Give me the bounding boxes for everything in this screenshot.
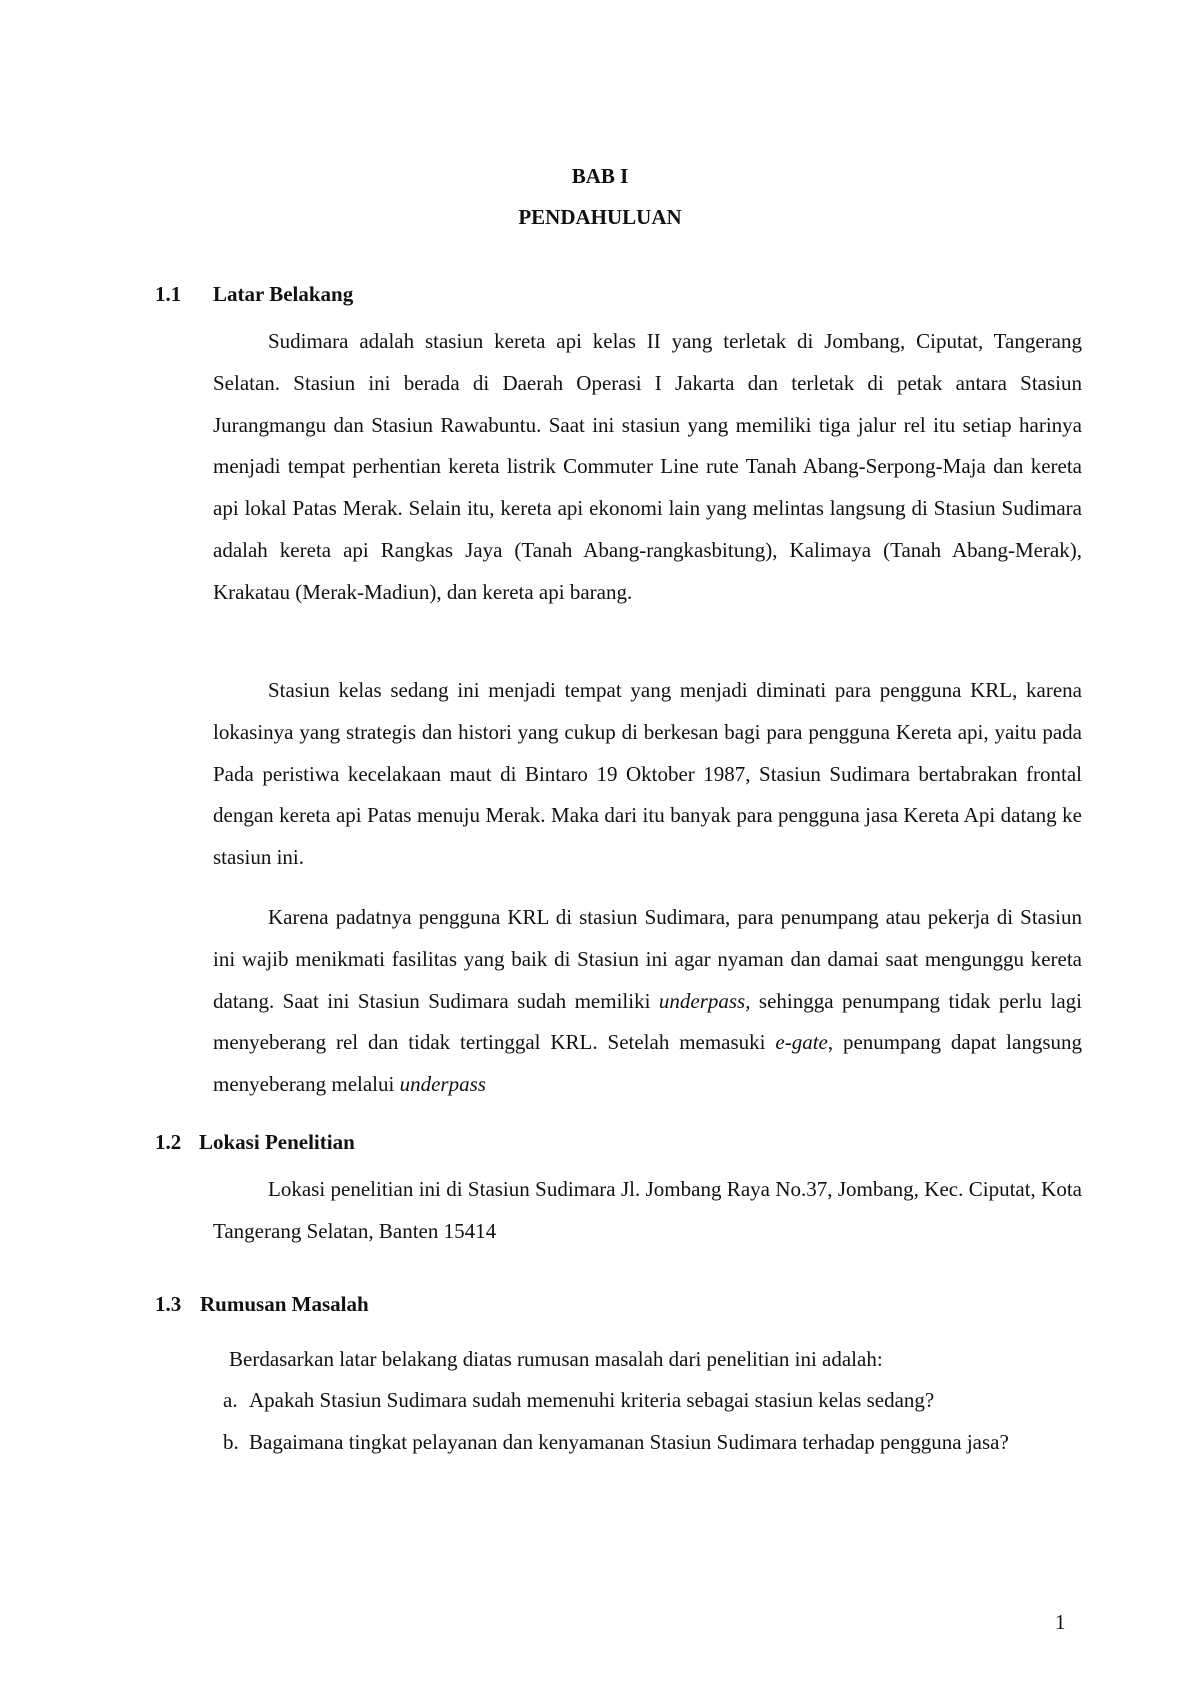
section-heading-1-2 <box>155 1130 355 1155</box>
section-number: 1.1 <box>155 282 182 306</box>
paragraph-latar-belakang-2: Stasiun kelas sedang ini menjadi tempat yang menjadi diminati para pengguna KRL, karena lokasinya yang strategis dan histori yang cukup di berkesan bagi para pengguna Kereta api, yaitu pada Pada peristiwa kecelakaan maut di Bintaro 19 Oktober 1987, Stasiun Sudimara bertabrakan frontal dengan kereta api Patas menuju Merak. Maka dari itu banyak para pengguna jasa Kereta Api datang ke stasiun ini. <box>213 678 1082 870</box>
list-marker: a. <box>223 1388 238 1412</box>
paragraph-latar-belakang-3 <box>213 897 1082 1106</box>
chapter-title: PENDAHULUAN <box>518 205 682 229</box>
section-title: Latar Belakang <box>213 282 354 306</box>
list-marker: b. <box>223 1430 239 1454</box>
paragraph-latar-belakang-1: Sudimara adalah stasiun kereta api kelas II yang terletak di Jombang, Ciputat, Tangerang Selatan. Stasiun ini berada di Daerah Operasi I Jakarta dan terletak di petak antara Stasiun Jurangmangu dan Stasiun Rawabuntu. Saat ini stasiun yang memiliki tiga jalur rel itu setiap harinya menjadi tempat perhentian kereta listrik Commuter Line rute Tanah Abang-Serpong-Maja dan kereta api lokal Patas Merak. Selain itu, kereta api ekonomi lain yang melintas langsung di Stasiun Sudimara adalah kereta api Rangkas Jaya (Tanah Abang-rangkasbitung), Kalimaya (Tanah Abang-Merak), Krakatau (Merak-Madiun), dan kereta api barang. <box>213 329 1082 604</box>
list-item-text: Apakah Stasiun Sudimara sudah memenuhi kriteria sebagai stasiun kelas sedang? <box>249 1388 935 1412</box>
page-number: 1 <box>1055 1610 1066 1634</box>
rumusan-intro: Berdasarkan latar belakang diatas rumusan masalah dari penelitian ini adalah: <box>229 1347 883 1371</box>
list-item-text: Bagaimana tingkat pelayanan dan kenyamanan Stasiun Sudimara terhadap pengguna jasa? <box>249 1430 1009 1454</box>
paragraph-text: , penumpang dapat langsung menyeberang melalui <box>213 1030 1082 1097</box>
italic-term: underpass, <box>658 988 751 1013</box>
paragraph-text: Karena padatnya pengguna KRL di stasiun Sudimara, para penumpang atau pekerja di Stasiun ini wajib menikmati fasilitas yang baik di Stasiun ini agar nyaman dan damai saat mengunggu kereta datang. Saat ini Stasiun Sudimara sudah memiliki <box>213 905 1082 1013</box>
section-heading-1-1 <box>155 282 353 307</box>
paragraph-text: sehingga penumpang tidak perlu lagi menyeberang rel dan tidak tertinggal KRL. Setelah memasuki <box>213 988 1082 1055</box>
chapter-label: BAB I <box>571 164 629 188</box>
italic-term: underpass <box>399 1072 486 1097</box>
section-number: 1.3 <box>155 1292 182 1316</box>
list-item <box>223 1421 1083 1463</box>
paragraph-lokasi: Lokasi penelitian ini di Stasiun Sudimara Jl. Jombang Raya No.37, Jombang, Kec. Ciputat, Kota Tangerang Selatan, Banten 15414 <box>213 1177 1082 1243</box>
section-number: 1.2 <box>155 1130 182 1154</box>
section-title: Lokasi Penelitian <box>199 1130 355 1154</box>
list-item <box>223 1379 1083 1421</box>
section-title: Rumusan Masalah <box>200 1292 369 1316</box>
italic-term: e-gate <box>775 1030 828 1055</box>
section-heading-1-3 <box>155 1292 369 1317</box>
